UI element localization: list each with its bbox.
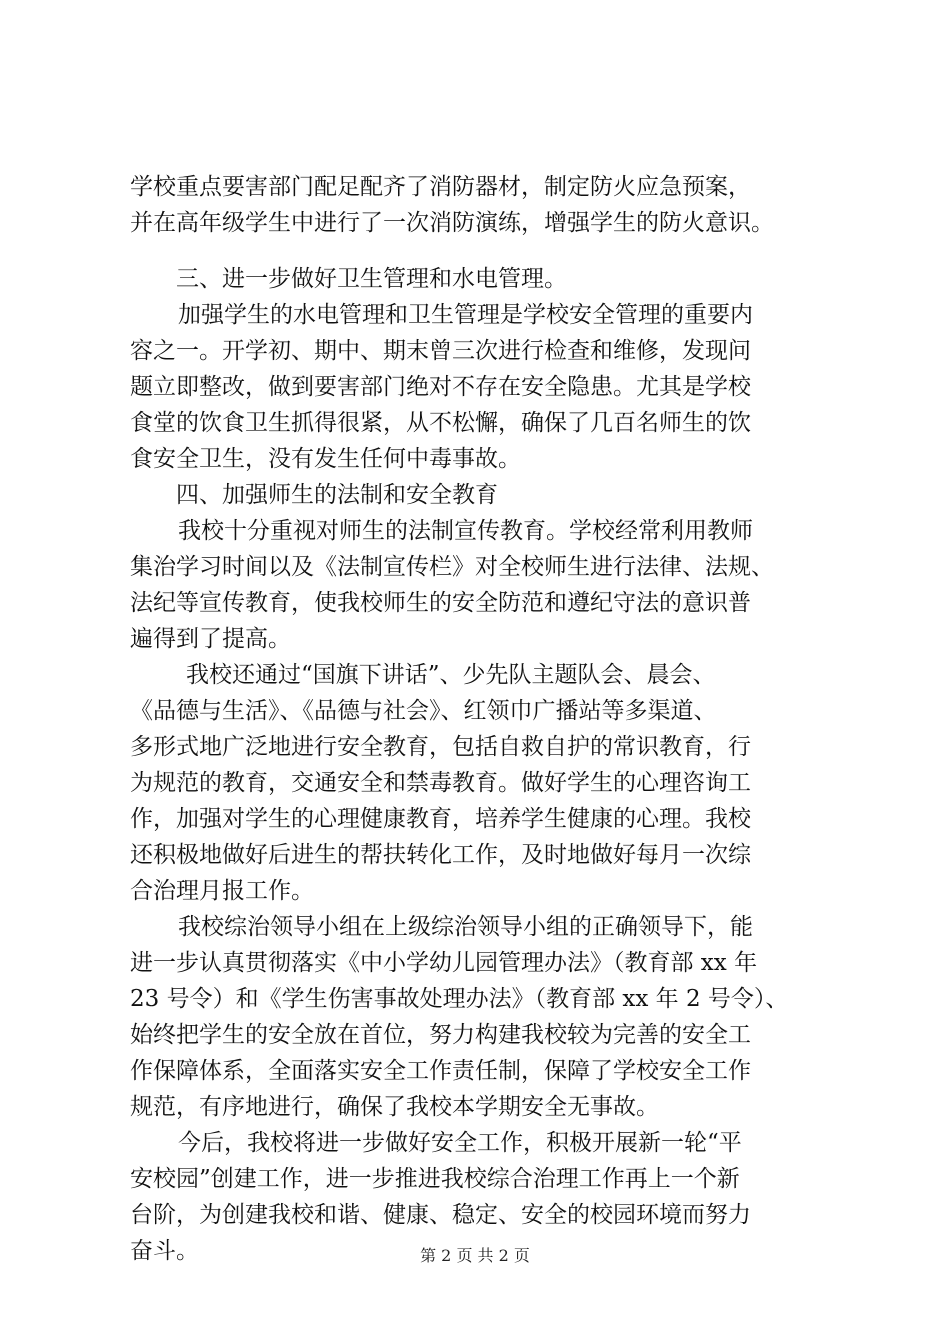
text-line: 合治理月报工作。 [130,878,314,904]
text-line: 奋斗。 [130,1238,199,1264]
text-line: 学校重点要害部门配足配齐了消防器材，制定防火应急预案， [130,174,751,200]
page-number-footer: 第 2 页 共 2 页 [420,1246,530,1265]
text-line: 我校还通过“国旗下讲话”、少先队主题队会、晨会、 [186,662,716,688]
text-line: 23 号令）和《学生伤害事故处理办法》（教育部 xx 年 2 号令）、 [130,986,789,1012]
text-line: 始终把学生的安全放在首位，努力构建我校较为完善的安全工 [130,1022,751,1048]
text-line: 今后，我校将进一步做好安全工作，积极开展新一轮“平 [178,1130,742,1156]
text-line: 作保障体系，全面落实安全工作责任制，保障了学校安全工作 [130,1058,751,1084]
text-line: 为规范的教育，交通安全和禁毒教育。做好学生的心理咨询工 [130,770,751,796]
text-line: 规范，有序地进行，确保了我校本学期安全无事故。 [130,1094,659,1120]
text-line: 多形式地广泛地进行安全教育，包括自救自护的常识教育，行 [130,734,751,760]
text-line: 《品德与生活》、《品德与社会》、红领巾广播站等多渠道、 [130,698,717,724]
text-line: 加强学生的水电管理和卫生管理是学校安全管理的重要内 [178,302,753,328]
text-line: 集治学习时间以及《法制宣传栏》对全校师生进行法律、法规、 [130,554,774,580]
text-line: 法纪等宣传教育，使我校师生的安全防范和遵纪守法的意识普 [130,590,751,616]
text-line: 台阶，为创建我校和谐、健康、稳定、安全的校园环境而努力 [130,1202,751,1228]
section-heading: 三、进一步做好卫生管理和水电管理。 [176,266,567,292]
text-line: 食堂的饮食卫生抓得很紧，从不松懈，确保了几百名师生的饮 [130,410,751,436]
text-line: 还积极地做好后进生的帮扶转化工作，及时地做好每月一次综 [130,842,751,868]
text-line: 进一步认真贯彻落实《中小学幼儿园管理办法》（教育部 xx 年 [130,950,758,976]
text-line: 安校园”创建工作，进一步推进我校综合治理工作再上一个新 [130,1166,740,1192]
text-line: 我校综治领导小组在上级综治领导小组的正确领导下，能 [178,914,753,940]
text-line: 作，加强对学生的心理健康教育，培养学生健康的心理。我校 [130,806,751,832]
text-line: 我校十分重视对师生的法制宣传教育。学校经常利用教师 [178,518,753,544]
text-line: 遍得到了提高。 [130,626,291,652]
text-line: 食安全卫生，没有发生任何中毒事故。 [130,446,521,472]
section-heading: 四、加强师生的法制和安全教育 [176,482,498,508]
text-line: 题立即整改，做到要害部门绝对不存在安全隐患。尤其是学校 [130,374,751,400]
text-line: 容之一。开学初、期中、期末曾三次进行检查和维修，发现问 [130,338,751,364]
text-line: 并在高年级学生中进行了一次消防演练，增强学生的防火意识。 [130,210,774,236]
